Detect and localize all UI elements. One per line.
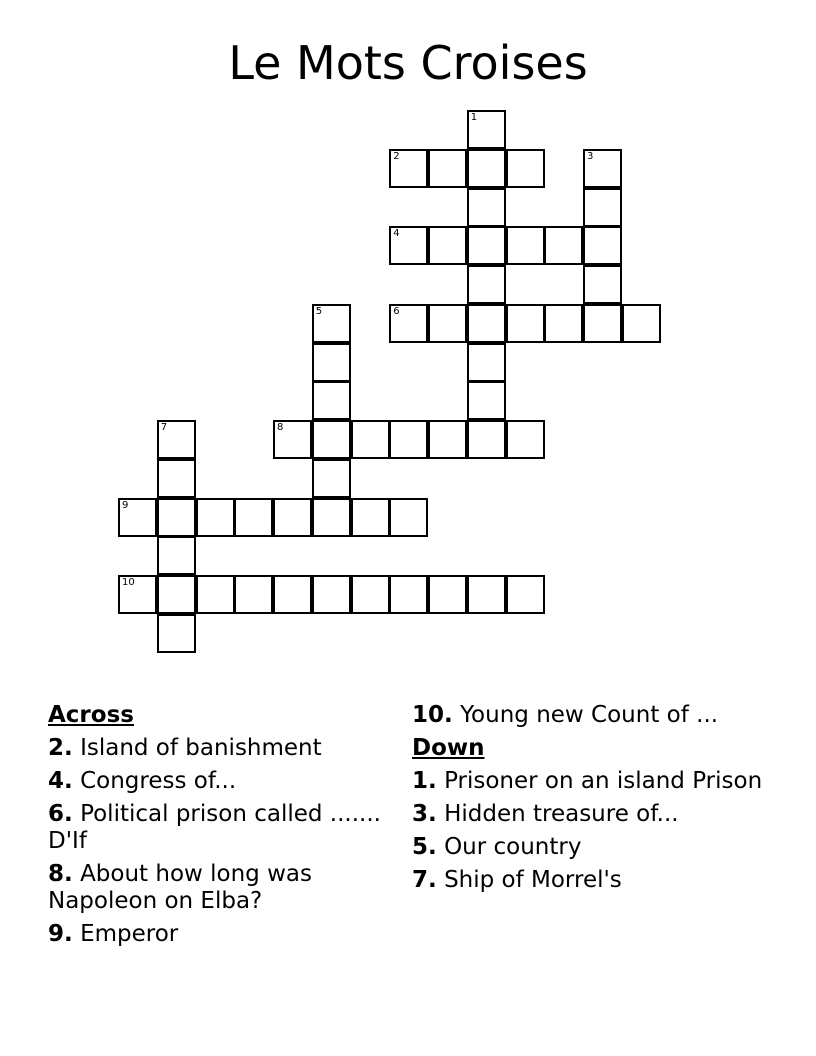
clue-down-7: 7. Ship of Morrel's bbox=[412, 867, 622, 893]
crossword-cell[interactable] bbox=[467, 343, 506, 382]
crossword-cell[interactable] bbox=[467, 575, 506, 614]
cell-number: 2 bbox=[393, 150, 400, 162]
clue-down-1: 1. Prisoner on an island Prison bbox=[412, 768, 763, 794]
crossword-cell[interactable] bbox=[428, 420, 467, 459]
crossword-cell[interactable] bbox=[467, 420, 506, 459]
crossword-cell[interactable] bbox=[389, 149, 428, 188]
clue-across-8: 8. About how long was Napoleon on Elba? bbox=[48, 861, 312, 914]
crossword-cell[interactable] bbox=[273, 575, 312, 614]
crossword-cell[interactable] bbox=[583, 265, 622, 304]
crossword-cell[interactable] bbox=[157, 536, 196, 575]
crossword-cell[interactable] bbox=[506, 304, 545, 343]
crossword-cell[interactable] bbox=[467, 149, 506, 188]
clue-across-4: 4. Congress of... bbox=[48, 768, 237, 794]
cell-number: 6 bbox=[393, 305, 400, 317]
crossword-cell[interactable] bbox=[467, 265, 506, 304]
crossword-cell[interactable] bbox=[312, 459, 351, 498]
clue-across-2: 2. Island of banishment bbox=[48, 735, 322, 761]
clue-down-3: 3. Hidden treasure of... bbox=[412, 801, 679, 827]
crossword-cell[interactable] bbox=[196, 498, 235, 537]
crossword-cell[interactable] bbox=[389, 226, 428, 265]
clues-right-column bbox=[412, 702, 782, 900]
across-heading: Across bbox=[48, 702, 134, 728]
clue-across-6: 6. Political prison called ....... D'If bbox=[48, 801, 381, 854]
crossword-cell[interactable] bbox=[157, 420, 196, 459]
crossword-cell[interactable] bbox=[196, 575, 235, 614]
cell-number: 9 bbox=[122, 499, 129, 511]
crossword-cell[interactable] bbox=[544, 226, 583, 265]
crossword-cell[interactable] bbox=[428, 149, 467, 188]
crossword-cell[interactable] bbox=[312, 420, 351, 459]
crossword-cell[interactable] bbox=[389, 498, 428, 537]
crossword-cell[interactable] bbox=[234, 575, 273, 614]
cell-number: 4 bbox=[393, 228, 400, 240]
crossword-cell[interactable] bbox=[273, 420, 312, 459]
crossword-cell[interactable] bbox=[351, 575, 390, 614]
crossword-cell[interactable] bbox=[157, 575, 196, 614]
crossword-cell[interactable] bbox=[389, 304, 428, 343]
cell-number: 7 bbox=[160, 422, 168, 433]
crossword-cell[interactable] bbox=[389, 575, 428, 614]
clue-across-10: 10. Young new Count of ... bbox=[412, 702, 719, 728]
crossword-cell[interactable] bbox=[312, 304, 351, 343]
crossword-cell[interactable] bbox=[351, 420, 390, 459]
crossword-cell[interactable] bbox=[157, 459, 196, 498]
cell-number: 1 bbox=[470, 112, 478, 123]
crossword-cell[interactable] bbox=[583, 188, 622, 227]
crossword-cell[interactable] bbox=[312, 498, 351, 537]
down-heading: Down bbox=[412, 735, 485, 761]
crossword-cell[interactable] bbox=[312, 575, 351, 614]
crossword-cell[interactable] bbox=[544, 304, 583, 343]
crossword-cell[interactable] bbox=[118, 575, 157, 614]
crossword-cell[interactable] bbox=[351, 498, 390, 537]
crossword-cell[interactable] bbox=[157, 498, 196, 537]
crossword-cell[interactable] bbox=[467, 304, 506, 343]
puzzle-title: Le Mots Croises bbox=[228, 36, 588, 90]
crossword-cell[interactable] bbox=[428, 304, 467, 343]
crossword-cell[interactable] bbox=[467, 226, 506, 265]
crossword-cell[interactable] bbox=[157, 614, 196, 653]
crossword-cell[interactable] bbox=[506, 420, 545, 459]
crossword-cell[interactable] bbox=[234, 498, 273, 537]
crossword-cell[interactable] bbox=[506, 575, 545, 614]
crossword-cell[interactable] bbox=[428, 226, 467, 265]
crossword-cell[interactable] bbox=[273, 498, 312, 537]
crossword-cell[interactable] bbox=[622, 304, 661, 343]
clue-down-5: 5. Our country bbox=[412, 834, 582, 860]
crossword-cell[interactable] bbox=[583, 226, 622, 265]
cell-number: 8 bbox=[277, 422, 284, 433]
clue-across-9: 9. Emperor bbox=[48, 921, 179, 947]
crossword-cell[interactable] bbox=[428, 575, 467, 614]
crossword-cell[interactable] bbox=[467, 381, 506, 420]
crossword-cell[interactable] bbox=[506, 149, 545, 188]
cell-number: 5 bbox=[315, 305, 323, 317]
crossword-cell[interactable] bbox=[467, 110, 506, 149]
crossword-cell[interactable] bbox=[506, 226, 545, 265]
crossword-cell[interactable] bbox=[118, 498, 157, 537]
crossword-cell[interactable] bbox=[467, 188, 506, 227]
cell-number: 3 bbox=[587, 150, 594, 162]
crossword-cell[interactable] bbox=[312, 381, 351, 420]
crossword-cell[interactable] bbox=[583, 304, 622, 343]
crossword-cell[interactable] bbox=[583, 149, 622, 188]
clues-left-column bbox=[48, 702, 388, 954]
crossword-cell[interactable] bbox=[389, 420, 428, 459]
cell-number: 10 bbox=[122, 577, 135, 588]
crossword-cell[interactable] bbox=[312, 343, 351, 382]
